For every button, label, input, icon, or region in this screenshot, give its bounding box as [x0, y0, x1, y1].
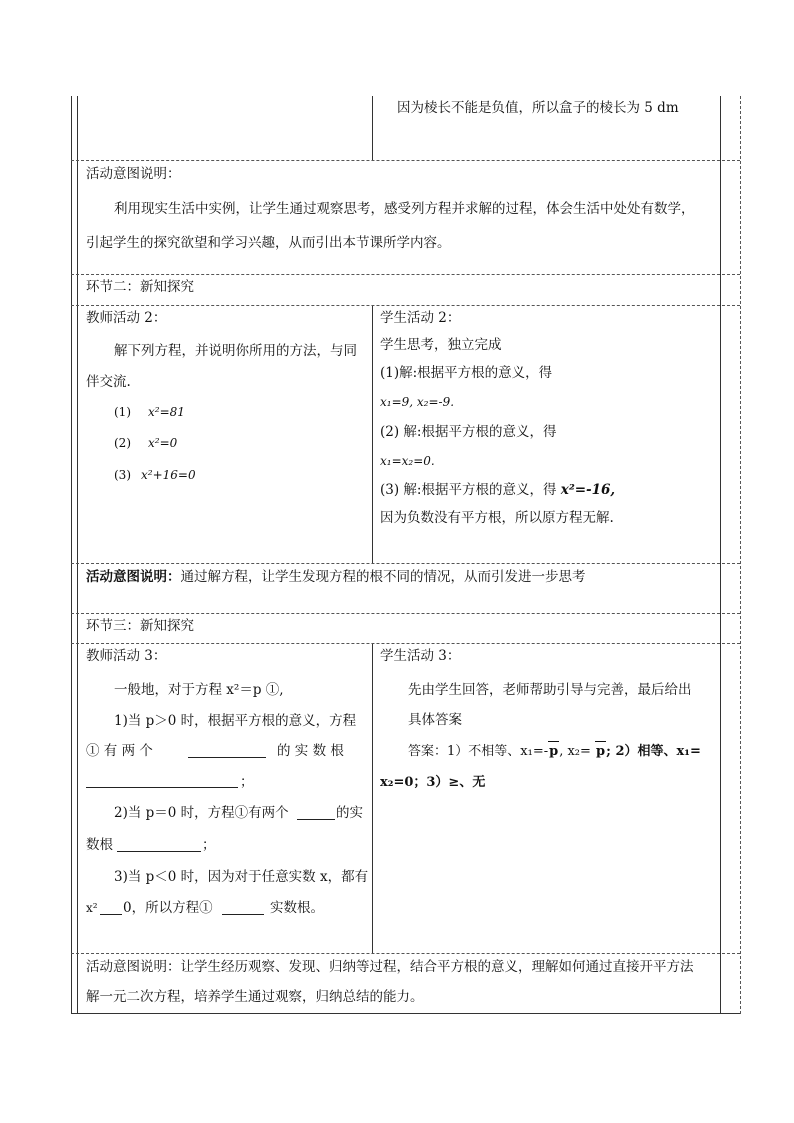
- student-activity-2-line6-math: x²=-16,: [560, 482, 616, 498]
- equation-3-number: (3): [114, 468, 131, 482]
- cube-edge-conclusion: 因为棱长不能是负值，所以盒子的棱长为 5 dm: [397, 100, 679, 116]
- intent3-line2: 解一元二次方程，培养学生通过观察，归纳总结的能力。: [86, 989, 424, 1005]
- student-activity-2-heading: 学生活动 2：: [380, 310, 461, 326]
- column-divider-row1: [372, 96, 373, 160]
- section2-heading: 环节二：新知探究: [86, 279, 194, 295]
- student-activity-3-line1: 先由学生回答，老师帮助引导与完善，最后给出: [408, 682, 692, 698]
- teacher-activity-3-line6-a: 数根: [86, 837, 113, 853]
- table-right-border: [720, 96, 721, 1014]
- teacher-activity-3-line8-c: 实数根。: [270, 900, 324, 916]
- answer-part-b: , x₂=: [559, 744, 596, 759]
- outer-right-dashed-border: [740, 96, 741, 1014]
- answer-blank: [188, 743, 266, 758]
- student-activity-2-line2: (1)解:根据平方根的意义，得: [380, 365, 553, 381]
- student-activity-3-heading: 学生活动 3：: [380, 648, 461, 664]
- table-left-inner-border: [77, 96, 78, 1014]
- intent2: [86, 567, 586, 587]
- student-activity-2-line5: x₁=x₂=0.: [380, 454, 435, 468]
- sqrt-p-2: p: [595, 741, 606, 762]
- teacher-activity-2-heading: 教师活动 2：: [86, 310, 167, 326]
- section3-heading: 环节三：新知探究: [86, 618, 194, 634]
- column-divider-section3: [372, 643, 373, 953]
- answer-part-a: 答案：1）不相等、x₁=-: [408, 744, 549, 759]
- student-activity-2-line6-text: (3) 解:根据平方根的意义，得: [380, 482, 561, 498]
- table-bottom-border: [71, 1013, 740, 1014]
- equation-1: x²=81: [148, 405, 185, 419]
- row-separator: [71, 643, 740, 644]
- teacher-activity-3-line8-b: 0，所以方程①: [123, 900, 213, 916]
- intent1-heading: 活动意图说明：: [86, 166, 181, 182]
- student-activity-2-line1: 学生思考，独立完成: [380, 337, 502, 353]
- student-activity-2-line3: x₁=9, x₂=-9.: [380, 395, 455, 409]
- answer-blank: [100, 900, 122, 915]
- equation-1-number: (1): [114, 405, 131, 419]
- teacher-activity-2-intro-1: 解下列方程，并说明你所用的方法，与同: [114, 343, 357, 359]
- teacher-activity-3-line4-end: ；: [240, 774, 254, 790]
- student-activity-3-line2: 具体答案: [408, 712, 462, 728]
- intent1-line2: 引起学生的探究欲望和学习兴趣，从而引出本节课所学内容。: [86, 235, 451, 251]
- row-separator: [71, 953, 740, 954]
- teacher-activity-3-line8-a: x²: [86, 901, 98, 915]
- intent1-line1: 利用现实生活中实例，让学生通过观察思考，感受列方程并求解的过程，体会生活中处处有数学，: [114, 201, 695, 217]
- student-activity-2-line6: [380, 480, 615, 500]
- equation-3: x²+16=0: [141, 468, 196, 482]
- teacher-activity-3-line5-a: 2)当 p＝0 时，方程①有两个: [114, 805, 289, 821]
- row-separator: [71, 305, 740, 306]
- student-activity-3-line4: x₂=0；3）≥、无: [380, 775, 486, 790]
- row-separator: [71, 613, 740, 614]
- answer-blank: [297, 805, 335, 820]
- teacher-activity-3-line3-b: 的 实 数 根: [277, 743, 344, 759]
- answer-blank: [222, 900, 264, 915]
- row-separator: [71, 563, 740, 564]
- teacher-activity-3-line2: 1)当 p＞0 时，根据平方根的意义，方程: [114, 713, 357, 729]
- teacher-activity-3-line3-a: ① 有 两 个: [86, 743, 153, 759]
- intent2-text: 通过解方程，让学生发现方程的根不同的情况，从而引发进一步思考: [180, 569, 586, 585]
- student-activity-3-answer: [408, 741, 701, 762]
- answer-blank: [117, 837, 201, 852]
- equation-2: x²=0: [148, 436, 178, 450]
- teacher-activity-3-line1: 一般地，对于方程 x²＝p ①,: [114, 682, 284, 698]
- answer-blank: [86, 773, 238, 788]
- row-separator: [71, 274, 740, 275]
- teacher-activity-3-heading: 教师活动 3：: [86, 648, 167, 664]
- answer-part-c: ; 2）相等、x₁=: [606, 744, 701, 759]
- column-divider-section2: [372, 305, 373, 563]
- teacher-activity-3-line7: 3)当 p＜0 时，因为对于任意实数 x，都有: [114, 869, 369, 885]
- teacher-activity-3-line6-end: ；: [202, 837, 216, 853]
- student-activity-2-line4: (2) 解:根据平方根的意义，得: [380, 424, 557, 440]
- sqrt-p-1: p: [548, 741, 559, 762]
- student-activity-2-line7: 因为负数没有平方根，所以原方程无解.: [380, 510, 614, 526]
- row-separator: [71, 160, 740, 161]
- intent2-heading: 活动意图说明：: [86, 569, 181, 585]
- teacher-activity-3-line5-b: 的实: [336, 805, 363, 821]
- equation-2-number: (2): [114, 436, 131, 450]
- teacher-activity-2-intro-2: 伴交流.: [86, 374, 131, 390]
- intent3-line1: 活动意图说明：让学生经历观察、发现、归纳等过程，结合平方根的意义，理解如何通过直接开平方法: [86, 959, 694, 975]
- table-left-border: [71, 96, 72, 1014]
